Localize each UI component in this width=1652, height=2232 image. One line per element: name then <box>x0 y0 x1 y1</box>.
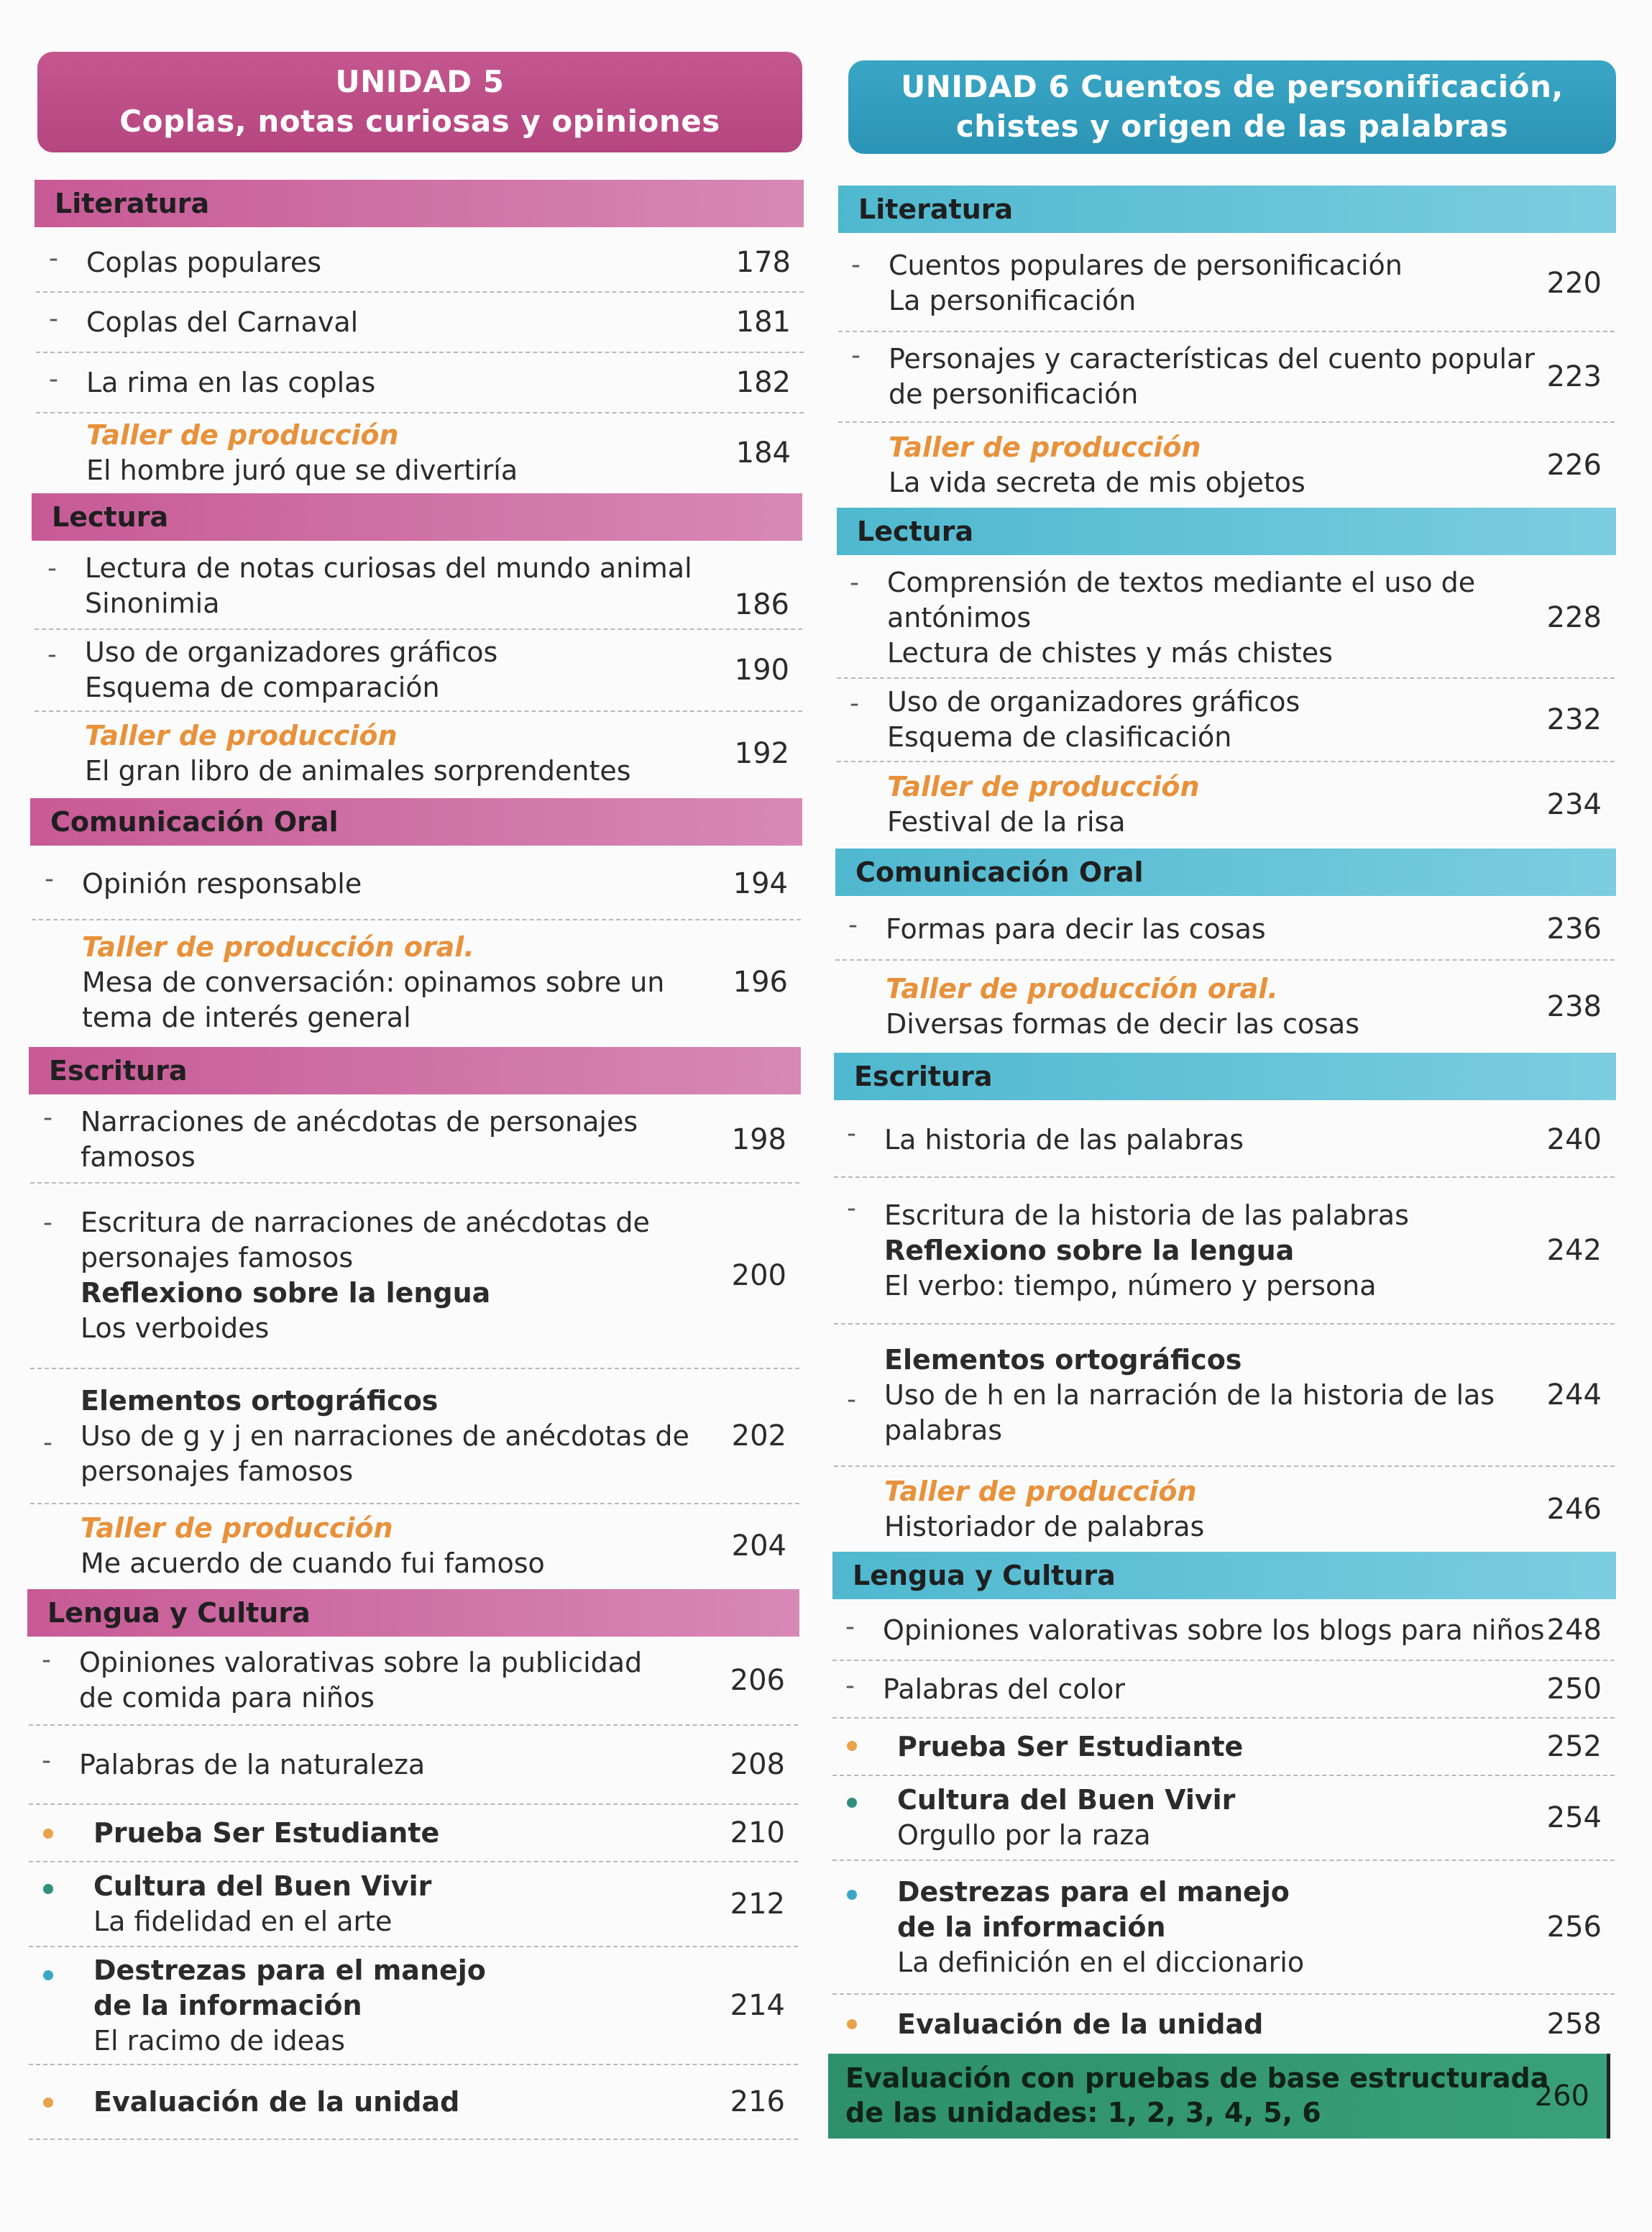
dash-marker: - <box>851 341 861 370</box>
dash-marker: - <box>42 1746 51 1775</box>
toc-entry[interactable]: Evaluación de la unidad 216 <box>29 2065 798 2140</box>
orange-bullet-icon <box>847 1741 857 1751</box>
dash-marker: - <box>850 689 859 718</box>
page-number: 178 <box>735 246 791 279</box>
toc-entry[interactable]: - Uso de organizadores gráficos Esquema de clasificación 232 <box>837 679 1615 762</box>
page-number: 240 <box>1546 1123 1602 1156</box>
dash-marker: - <box>43 1428 52 1458</box>
dash-marker: - <box>47 640 57 669</box>
dash-marker: - <box>43 1208 52 1238</box>
page-number: 246 <box>1546 1493 1602 1526</box>
dash-marker: - <box>850 568 859 598</box>
page-number: 181 <box>735 306 791 339</box>
toc-entry[interactable]: Taller de producción La vida secreta de mis objetos 226 <box>838 423 1615 508</box>
unit6-title-line2: chistes y origen de las palabras <box>955 109 1509 144</box>
toc-entry[interactable]: Prueba Ser Estudiante 252 <box>832 1719 1615 1776</box>
unit5-title-line1: UNIDAD 5 <box>335 64 505 100</box>
page-number: 212 <box>730 1888 785 1921</box>
toc-entry[interactable]: Cultura del Buen Vivir La fidelidad en el arte 212 <box>29 1862 798 1947</box>
page-number: 228 <box>1546 601 1602 634</box>
toc-entry[interactable]: - La rima en las coplas 182 <box>36 353 804 413</box>
orange-bullet-icon <box>847 2019 857 2029</box>
page-number: 234 <box>1546 788 1602 821</box>
page-number: 260 <box>1534 2080 1589 2113</box>
toc-entry[interactable]: Taller de producción oral. Mesa de conversación: opinamos sobre un tema de interés general 196 <box>32 920 801 1044</box>
page-number: 190 <box>734 654 789 687</box>
toc-entry[interactable]: - Cuentos populares de personificación La personificación 220 <box>838 236 1615 332</box>
page-number: 258 <box>1546 2008 1602 2041</box>
page-number: 244 <box>1546 1378 1602 1412</box>
page-number: 184 <box>735 436 791 470</box>
page-number: 208 <box>730 1748 785 1781</box>
unit5-header <box>37 52 802 152</box>
page-number: 252 <box>1546 1730 1602 1763</box>
dash-marker: - <box>47 554 57 583</box>
dash-marker: - <box>848 910 858 940</box>
page-number: 206 <box>730 1664 785 1697</box>
dash-marker: - <box>851 250 861 280</box>
dash-marker: - <box>847 1385 856 1414</box>
toc-entry[interactable]: - Narraciones de anécdotas de personajes famosos 198 <box>30 1097 799 1184</box>
page-number: 220 <box>1546 267 1602 300</box>
unit6-section-lectura: Lectura <box>837 508 1616 555</box>
toc-entry[interactable]: - Lectura de notas curiosas del mundo animal Sinonimia 186 <box>35 544 802 630</box>
dash-marker: - <box>847 1119 856 1148</box>
toc-entry[interactable]: - Palabras del color 250 <box>832 1661 1615 1719</box>
page-number: 202 <box>731 1419 786 1453</box>
unit6-section-lengua-y-cultura: Lengua y Cultura <box>832 1552 1616 1599</box>
page-number: 194 <box>733 867 788 900</box>
unit5-title-line2: Coplas, notas curiosas y opiniones <box>119 104 720 139</box>
unit5-section-escritura: Escritura <box>29 1047 801 1094</box>
toc-entry[interactable]: - Opiniones valorativas sobre la publicidad de comida para niños 206 <box>29 1637 798 1726</box>
toc-entry[interactable]: - Coplas populares 178 <box>36 234 804 293</box>
toc-entry[interactable]: Destrezas para el manejo de la información El racimo de ideas 214 <box>29 1947 798 2065</box>
unit5-section-lengua-y-cultura: Lengua y Cultura <box>27 1589 799 1637</box>
toc-entry[interactable]: - Uso de organizadores gráficos Esquema de comparación 190 <box>35 630 802 712</box>
page-number: 223 <box>1546 360 1602 393</box>
final-evaluation-entry[interactable]: Evaluación con pruebas de base estructurada de las unidades: 1, 2, 3, 4, 5, 6 260 <box>828 2054 1610 2139</box>
toc-entry[interactable]: - Palabras de la naturaleza 208 <box>29 1726 798 1805</box>
toc-entry[interactable]: Taller de producción Me acuerdo de cuando fui famoso 204 <box>30 1504 799 1588</box>
page-number: 216 <box>730 2085 785 2118</box>
orange-bullet-icon <box>43 1829 53 1839</box>
toc-entry[interactable]: Taller de producción El hombre juró que se divertiría 184 <box>36 413 804 493</box>
toc-entry[interactable]: Destrezas para el manejo de la información La definición en el diccionario 256 <box>832 1861 1615 1995</box>
teal-bullet-icon <box>847 1798 857 1808</box>
toc-entry[interactable]: - Elementos ortográficos Uso de h en la narración de la historia de las palabras 244 <box>834 1325 1615 1467</box>
dash-marker: - <box>42 1645 51 1675</box>
dash-marker: - <box>845 1671 855 1701</box>
unit6-title-line1: UNIDAD 6 Cuentos de personificación, <box>901 69 1564 105</box>
page-number: 256 <box>1546 1911 1602 1944</box>
dash-marker: - <box>845 1612 855 1642</box>
page-number: 182 <box>735 366 791 399</box>
page-number: 204 <box>731 1529 786 1563</box>
page-number: 200 <box>731 1259 786 1292</box>
toc-entry[interactable]: Taller de producción Historiador de palabras 246 <box>834 1467 1615 1552</box>
page-number: 242 <box>1546 1234 1602 1267</box>
page-number: 238 <box>1546 990 1602 1023</box>
unit6-section-comunicacion-oral: Comunicación Oral <box>835 849 1616 896</box>
toc-entry[interactable]: - Escritura de narraciones de anécdotas de personajes famosos Reflexiono sobre la lengua Los verboides 200 <box>30 1184 799 1369</box>
page-number: 196 <box>733 966 788 999</box>
toc-entry[interactable]: Taller de producción El gran libro de animales sorprendentes 192 <box>35 712 802 795</box>
toc-entry[interactable]: - Opinión responsable 194 <box>32 849 801 920</box>
page-number: 232 <box>1546 703 1602 736</box>
toc-entry[interactable]: - Elementos ortográficos Uso de g y j en narraciones de anécdotas de personajes famosos 202 <box>30 1369 799 1504</box>
page-number: 248 <box>1546 1614 1602 1647</box>
unit6-header <box>848 60 1616 154</box>
unit6-section-literatura: Literatura <box>838 186 1616 233</box>
page-number: 186 <box>734 588 789 621</box>
toc-entry[interactable]: - Escritura de la historia de las palabras Reflexiono sobre la lengua El verbo: tiempo, número y persona 242 <box>834 1178 1615 1325</box>
page-number: 210 <box>730 1816 785 1849</box>
page-number: 250 <box>1546 1673 1602 1706</box>
page-number: 226 <box>1546 449 1602 482</box>
page-number: 214 <box>730 1989 785 2022</box>
toc-entry[interactable]: - Personajes y características del cuento popular de personificación 223 <box>838 332 1615 423</box>
dash-marker: - <box>49 365 58 394</box>
dash-marker: - <box>847 1194 856 1223</box>
unit5-section-literatura: Literatura <box>35 180 804 227</box>
toc-entry[interactable]: - Formas para decir las cosas 236 <box>835 899 1615 961</box>
toc-entry[interactable]: Taller de producción oral. Diversas formas de decir las cosas 238 <box>835 961 1615 1053</box>
toc-entry[interactable]: Taller de producción Festival de la risa 234 <box>837 762 1615 847</box>
toc-entry[interactable]: Evaluación de la unidad 258 <box>832 1995 1615 2054</box>
toc-entry[interactable]: Prueba Ser Estudiante 210 <box>29 1805 798 1862</box>
page-number: 236 <box>1546 913 1602 946</box>
unit6-section-escritura: Escritura <box>834 1053 1616 1100</box>
teal-bullet-icon <box>43 1884 53 1894</box>
unit5-section-comunicacion-oral: Comunicación Oral <box>30 798 802 846</box>
dash-marker: - <box>45 864 54 894</box>
toc-entry[interactable]: - La historia de las palabras 240 <box>834 1103 1615 1178</box>
page-number: 192 <box>734 737 789 770</box>
dash-marker: - <box>43 1103 52 1133</box>
unit5-section-lectura: Lectura <box>32 493 802 541</box>
toc-entry[interactable]: - Comprensión de textos mediante el uso de antónimos Lectura de chistes y más chistes 228 <box>837 558 1615 679</box>
page-number: 198 <box>731 1123 786 1156</box>
toc-entry[interactable]: - Coplas del Carnaval 181 <box>36 293 804 353</box>
orange-bullet-icon <box>43 2098 53 2108</box>
toc-entry[interactable]: - Opiniones valorativas sobre los blogs para niños 248 <box>832 1601 1615 1661</box>
dash-marker: - <box>49 304 58 334</box>
blue-bullet-icon <box>43 1970 53 1980</box>
page-number: 254 <box>1546 1801 1602 1834</box>
dash-marker: - <box>49 244 58 273</box>
toc-entry[interactable]: Cultura del Buen Vivir Orgullo por la raza 254 <box>832 1776 1615 1861</box>
blue-bullet-icon <box>847 1890 857 1900</box>
